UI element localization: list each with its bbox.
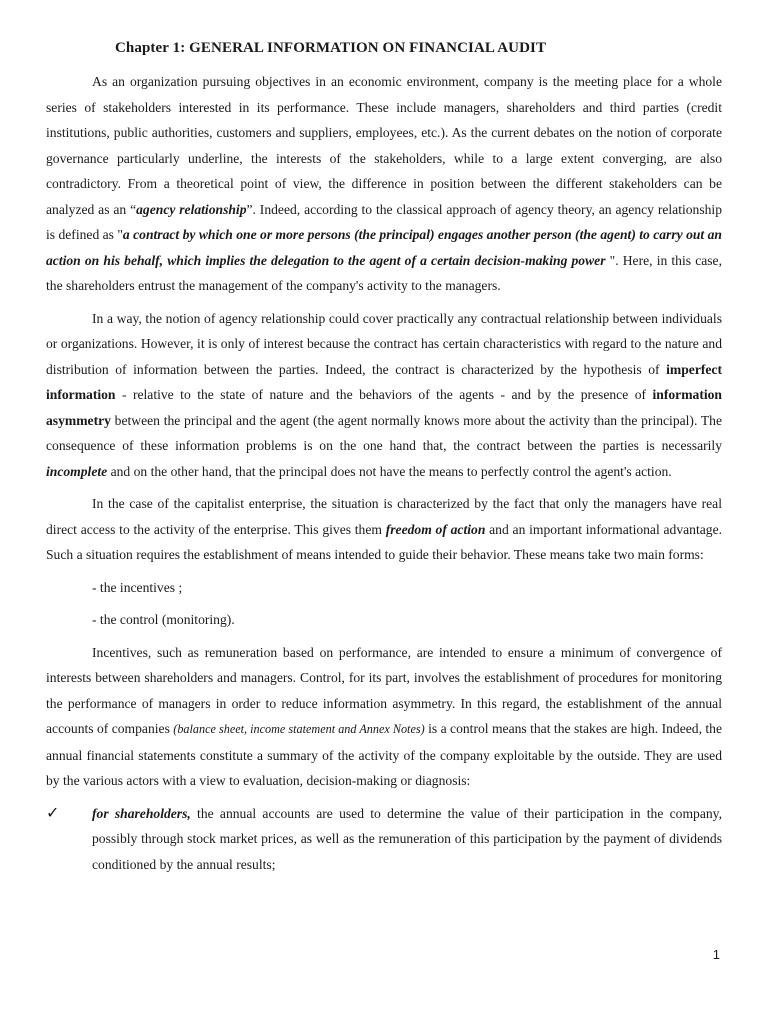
list-item-control: - the control (monitoring).	[92, 612, 235, 627]
list-item-incentives: - the incentives ;	[92, 579, 183, 595]
chapter-heading	[115, 40, 546, 57]
emphasis-contract-definition: a contract by which one or more persons (the principal) engages another person (the agent) to carry out an action on his behalf, which implies the delegation to the agent of a certain decision-making power	[46, 227, 722, 268]
checkmark-icon: ✓	[46, 804, 60, 822]
text-run: Incentives, such as remuneration based on performance, are intended to ensure a minimum of convergence of interests between shareholders and managers. Control, for its part, involves the establishment of procedures for monitoring the performance of managers in order to reduce information asymmetry. In this regard, the establishment of the annual accounts of companies	[46, 644, 722, 736]
text-run: In a way, the notion of agency relationship could cover practically any contractual relationship between individuals or organizations. However, it is only of interest because the contract has certain characteristics with regard to the nature and distribution of information between the parties. Indeed, the contract is characterized by the hypothesis of	[46, 310, 722, 377]
emphasis-agency-relationship: agency relationship	[136, 201, 247, 217]
bold-imperfect-information: imperfect information	[46, 361, 722, 402]
bold-information-asymmetry: information asymmetry	[46, 387, 722, 428]
document-body	[46, 69, 722, 877]
text-run: ". Here, in this case, the shareholders entrust the management of the company's activity to the managers.	[46, 252, 722, 293]
paragraph-information	[46, 306, 722, 485]
text-run: the annual accounts are used to determine the value of their participation in the company, possibly through stock market prices, as well as the remuneration of this participation by the payment of dividends conditioned by the annual results;	[92, 805, 722, 872]
paragraph-capitalist-enterprise	[46, 491, 722, 568]
emphasis-incomplete: incomplete	[46, 463, 108, 479]
bullet-lead: for shareholders,	[92, 805, 191, 821]
text-run: In the case of the capitalist enterprise, the situation is characterized by the fact that only the managers have real direct access to the activity of the enterprise. This gives them	[46, 496, 722, 537]
paragraph-agency	[46, 69, 722, 299]
text-run: As an organization pursuing objectives in an economic environment, company is the meeting place for a whole series of stakeholders interested in its performance. These include managers, shareholders and third parties (credit institutions, public authorities, customers and suppliers, employees, etc.). As the current debates on the notion of corporate governance particularly underline, the interests of the stakeholders, while to a large extent converging, are also contradictory. From a theoretical point of view, the difference in position between the different stakeholders can be analyzed as an “	[46, 74, 722, 217]
emphasis-annual-accounts: (balance sheet, income statement and Annex Notes)	[173, 722, 425, 736]
text-run: and an important informational advantage. Such a situation requires the establishment of means intended to guide their behavior. These means take two main forms:	[46, 521, 723, 562]
chapter-prefix: Chapter 1:	[115, 40, 190, 56]
text-run: - relative to the state of nature and the behaviors of the agents - and by the presence of	[115, 387, 653, 402]
text-run: is a control means that the stakes are high. Indeed, the annual financial statements constitute a summary of the activity of the company exploitable by the outside. They are used by the various actors with a view to evaluation, decision-making or diagnosis:	[46, 721, 722, 788]
chapter-title: GENERAL INFORMATION ON FINANCIAL AUDIT	[189, 40, 547, 56]
text-run: ”. Indeed, according to the classical approach of agency theory, an agency relationship is defined as "	[46, 201, 723, 242]
text-run: between the principal and the agent (the agent normally knows more about the activity than the principal). The consequence of these information problems is on the one hand that, the contract between the parties is necessarily	[46, 412, 722, 453]
emphasis-freedom-of-action: freedom of action	[385, 521, 486, 537]
bullet-shareholders	[46, 801, 722, 878]
paragraph-incentives	[46, 640, 722, 794]
bullet-text	[92, 801, 722, 878]
page-number: 1	[712, 947, 720, 962]
text-run: and on the other hand, that the principal does not have the means to perfectly control the agent's action.	[107, 463, 672, 479]
